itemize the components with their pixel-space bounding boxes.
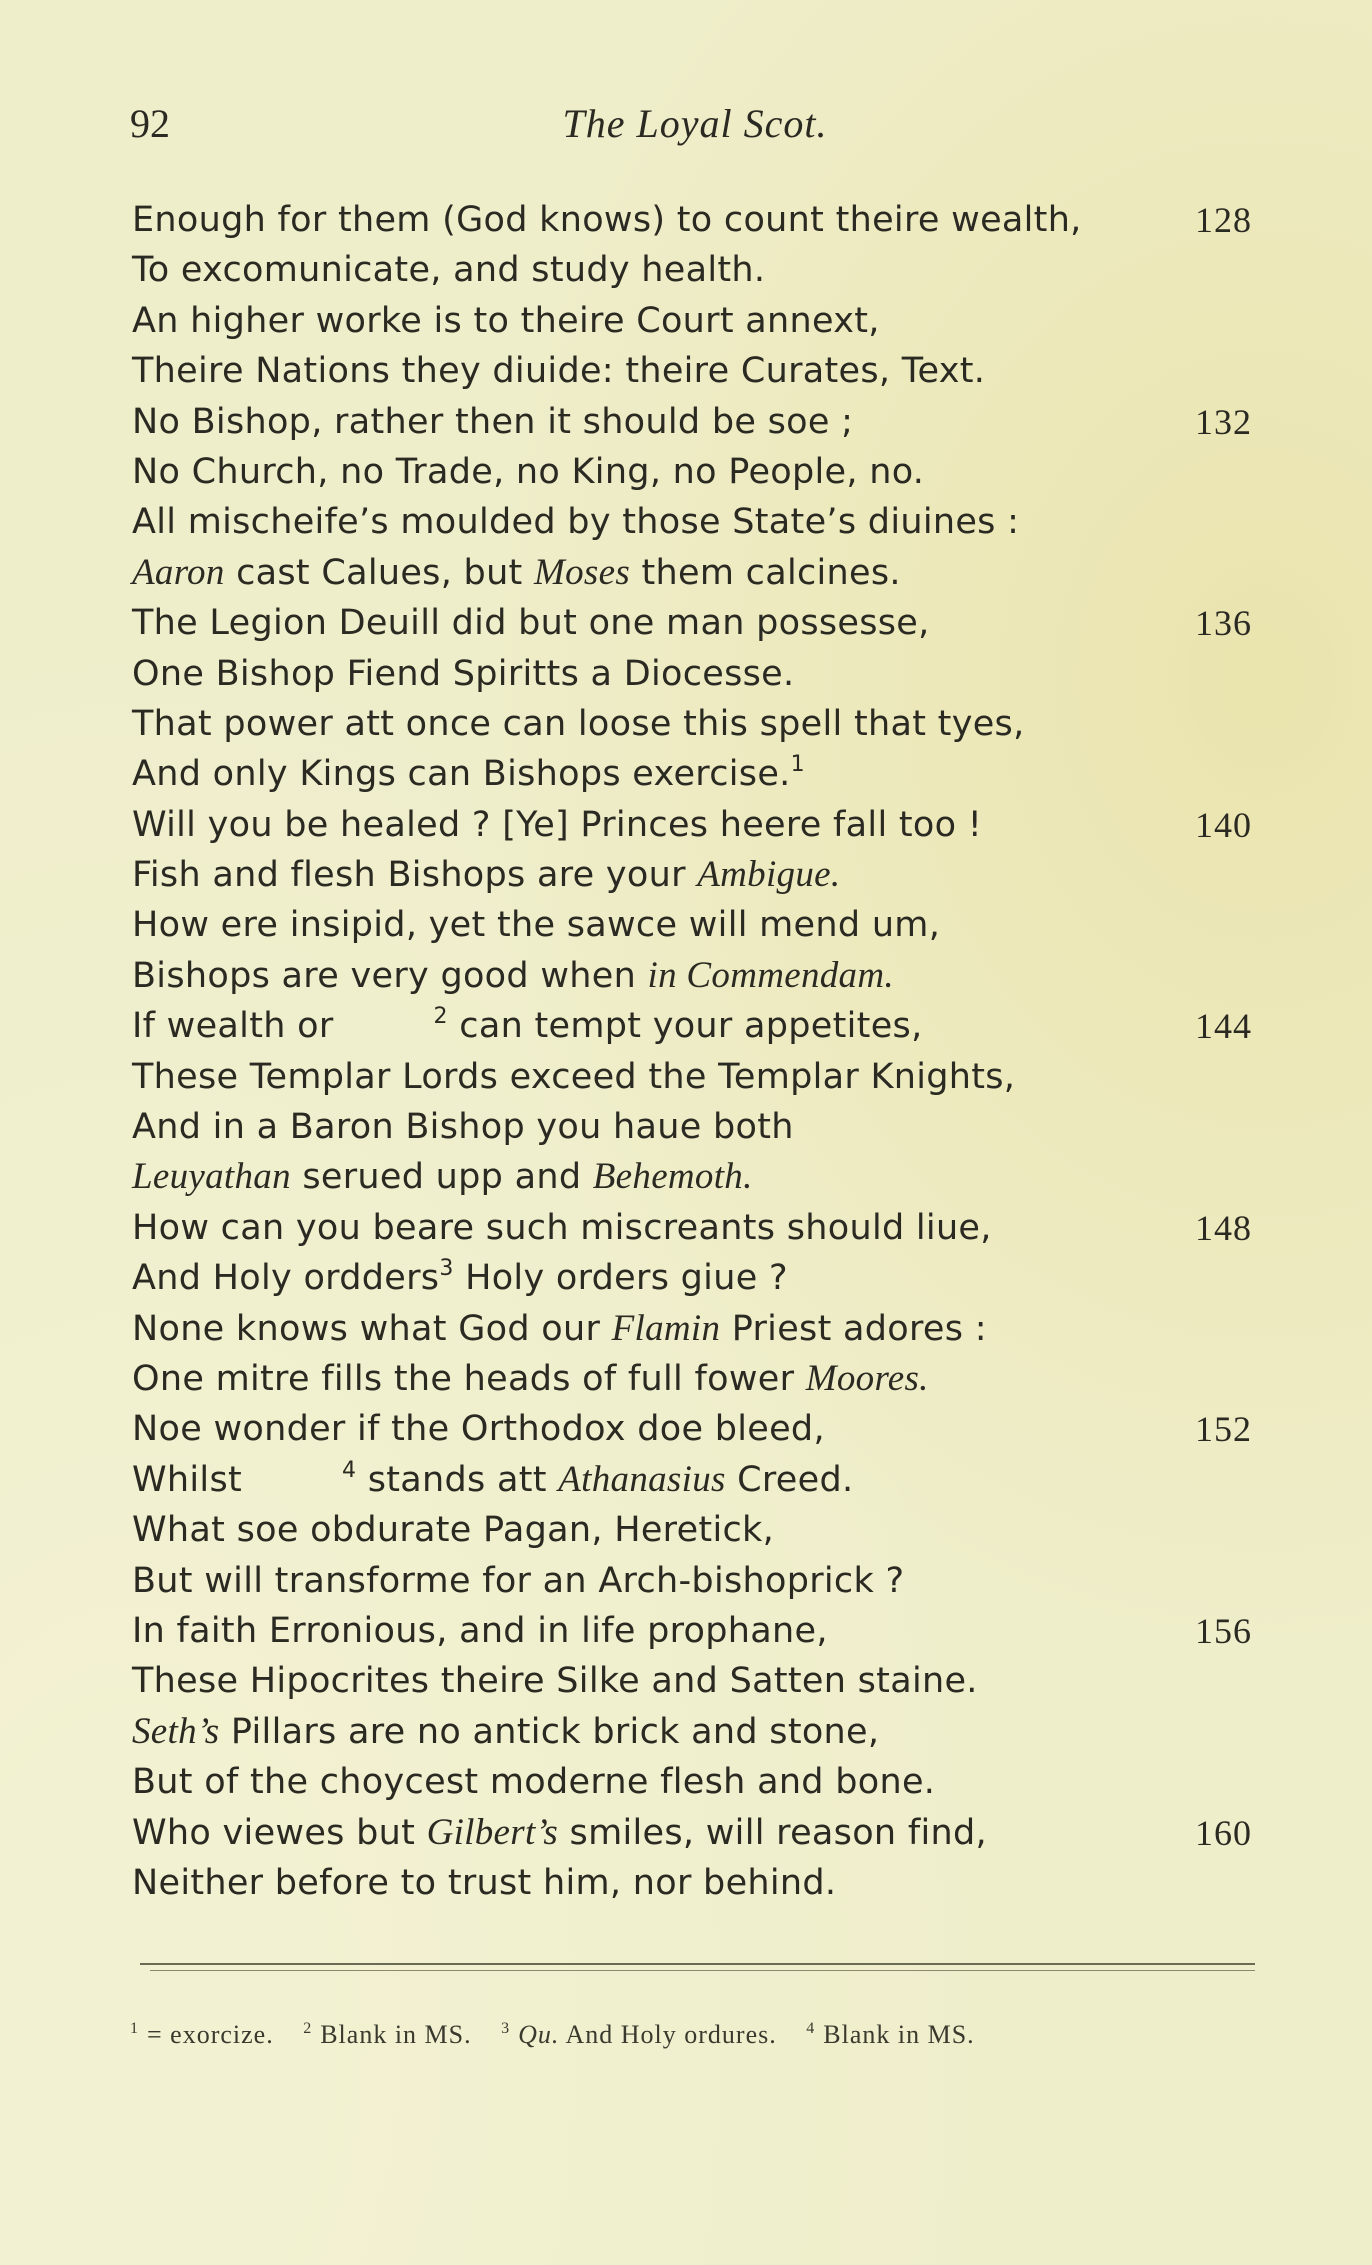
poem-line: Enough for them (God knows) to count theire wealth, 128	[132, 195, 1262, 245]
poem-line: No Church, no Trade, no King, no People, no.	[132, 451, 925, 492]
line-number: 140	[1195, 804, 1252, 845]
footnote: $^4$ Blank in MS.	[806, 2020, 975, 2049]
poem-line: Will you be healed ? [Ye] Princes heere fall too ! 140	[132, 800, 1262, 850]
footnote-mark: 3	[501, 2020, 511, 2037]
italic-name: Seth’s	[132, 1710, 220, 1752]
poem-line: How ere insipid, yet the sawce will mend um,	[132, 905, 941, 946]
line-number: 156	[1195, 1610, 1252, 1651]
poem-line: That power att once can loose this spell that tyes,	[132, 703, 1025, 744]
poem-line: One Bishop Fiend Spiritts a Diocesse.	[132, 653, 795, 694]
poem-line: Aaron cast Calues, but Moses them calcines.	[132, 551, 901, 593]
line-number: 160	[1195, 1812, 1252, 1853]
footnote-rule	[140, 1963, 1255, 1965]
poem-line: Leuyathan serued upp and Behemoth.	[132, 1156, 753, 1198]
footnote-mark: 4	[806, 2020, 816, 2037]
poem-line: And in a Baron Bishop you haue both	[132, 1107, 794, 1148]
footnotes	[130, 2020, 1260, 2050]
poem-line: All mischeife’s moulded by those State’s diuines :	[132, 502, 1020, 543]
italic-name: Leuyathan	[132, 1156, 291, 1198]
poem-line: But will transforme for an Arch-bishoprick ?	[132, 1560, 905, 1601]
poem-line: These Hipocrites theire Silke and Satten staine.	[132, 1661, 978, 1702]
footnote: $^2$ Blank in MS.	[303, 2020, 472, 2049]
poem-line: Seth’s Pillars are no antick brick and stone,	[132, 1710, 880, 1752]
poem-line: What soe obdurate Pagan, Heretick,	[132, 1510, 775, 1551]
footnote-ref: 3	[439, 1256, 454, 1282]
italic-name: Moses	[534, 551, 631, 593]
poem-line: Fish and flesh Bishops are your Ambigue.	[132, 854, 841, 896]
line-number: 136	[1195, 603, 1252, 644]
italic-name: Moores.	[805, 1357, 929, 1399]
poem-line: Who viewes but Gilbert’s smiles, will reason find, 160	[132, 1808, 1262, 1858]
italic-name: Aaron	[132, 551, 225, 593]
poem-line: The Legion Deuill did but one man possesse, 136	[132, 598, 1262, 648]
poem-line: Neither before to trust him, nor behind.	[132, 1862, 837, 1903]
page-number: 92	[130, 101, 170, 146]
footnote: $^3$ Qu. And Holy ordures.	[501, 2020, 777, 2049]
italic-name: Flamin	[611, 1307, 721, 1349]
italic-name: Athanasius	[558, 1458, 726, 1500]
poem-line: And only Kings can Bishops exercise.$^1$	[132, 752, 805, 795]
footnote: $^1$ = exorcize.	[130, 2020, 274, 2049]
footnote-ref: 1	[790, 752, 805, 778]
poem-line: An higher worke is to theire Court annext,	[132, 300, 880, 341]
line-number: 148	[1195, 1207, 1252, 1248]
footnote-rule-thin	[150, 1970, 1255, 1971]
footnote-mark: 1	[130, 2020, 139, 2037]
italic-word: Ambigue.	[697, 854, 841, 896]
poem-line: In faith Erronious, and in life prophane, 156	[132, 1606, 1262, 1656]
poem-line: Theire Nations they diuide: theire Curates, Text.	[132, 351, 986, 392]
poem-line: Noe wonder if the Orthodox doe bleed, 152	[132, 1404, 1262, 1454]
poem-line: Whilst $^4$ stands att Athanasius Creed.	[132, 1457, 854, 1500]
poem-line: How can you beare such miscreants should liue, 148	[132, 1203, 1262, 1253]
footnote-mark: 2	[303, 2020, 313, 2037]
italic-word: in Commendam.	[647, 954, 894, 996]
poem-line: These Templar Lords exceed the Templar Knights,	[132, 1056, 1016, 1097]
italic-name: Gilbert’s	[426, 1811, 559, 1853]
line-number: 152	[1195, 1409, 1252, 1450]
poem-line: No Bishop, rather then it should be soe ; 132	[132, 397, 1262, 447]
poem-line: One mitre fills the heads of full fower Moores.	[132, 1357, 929, 1399]
footnote-ref: 2	[433, 1004, 448, 1030]
italic-name: Behemoth.	[592, 1156, 753, 1198]
poem-line: But of the choycest moderne flesh and bone.	[132, 1762, 936, 1803]
poem-line: None knows what God our Flamin Priest adores :	[132, 1307, 987, 1349]
poem-line: If wealth or $^2$ can tempt your appetites, 144	[132, 1001, 1262, 1051]
line-number: 144	[1195, 1006, 1252, 1047]
footnote-ref: 4	[342, 1457, 357, 1483]
line-number: 132	[1195, 401, 1252, 442]
poem	[132, 195, 1262, 1908]
running-title: The Loyal Scot.	[562, 101, 828, 146]
poem-line: To excomunicate, and study health.	[132, 250, 766, 291]
poem-line: And Holy ordders$^3$ Holy orders giue ?	[132, 1256, 788, 1299]
running-head	[130, 100, 1260, 160]
line-number: 128	[1195, 200, 1252, 240]
poem-line: Bishops are very good when in Commendam.	[132, 954, 894, 996]
